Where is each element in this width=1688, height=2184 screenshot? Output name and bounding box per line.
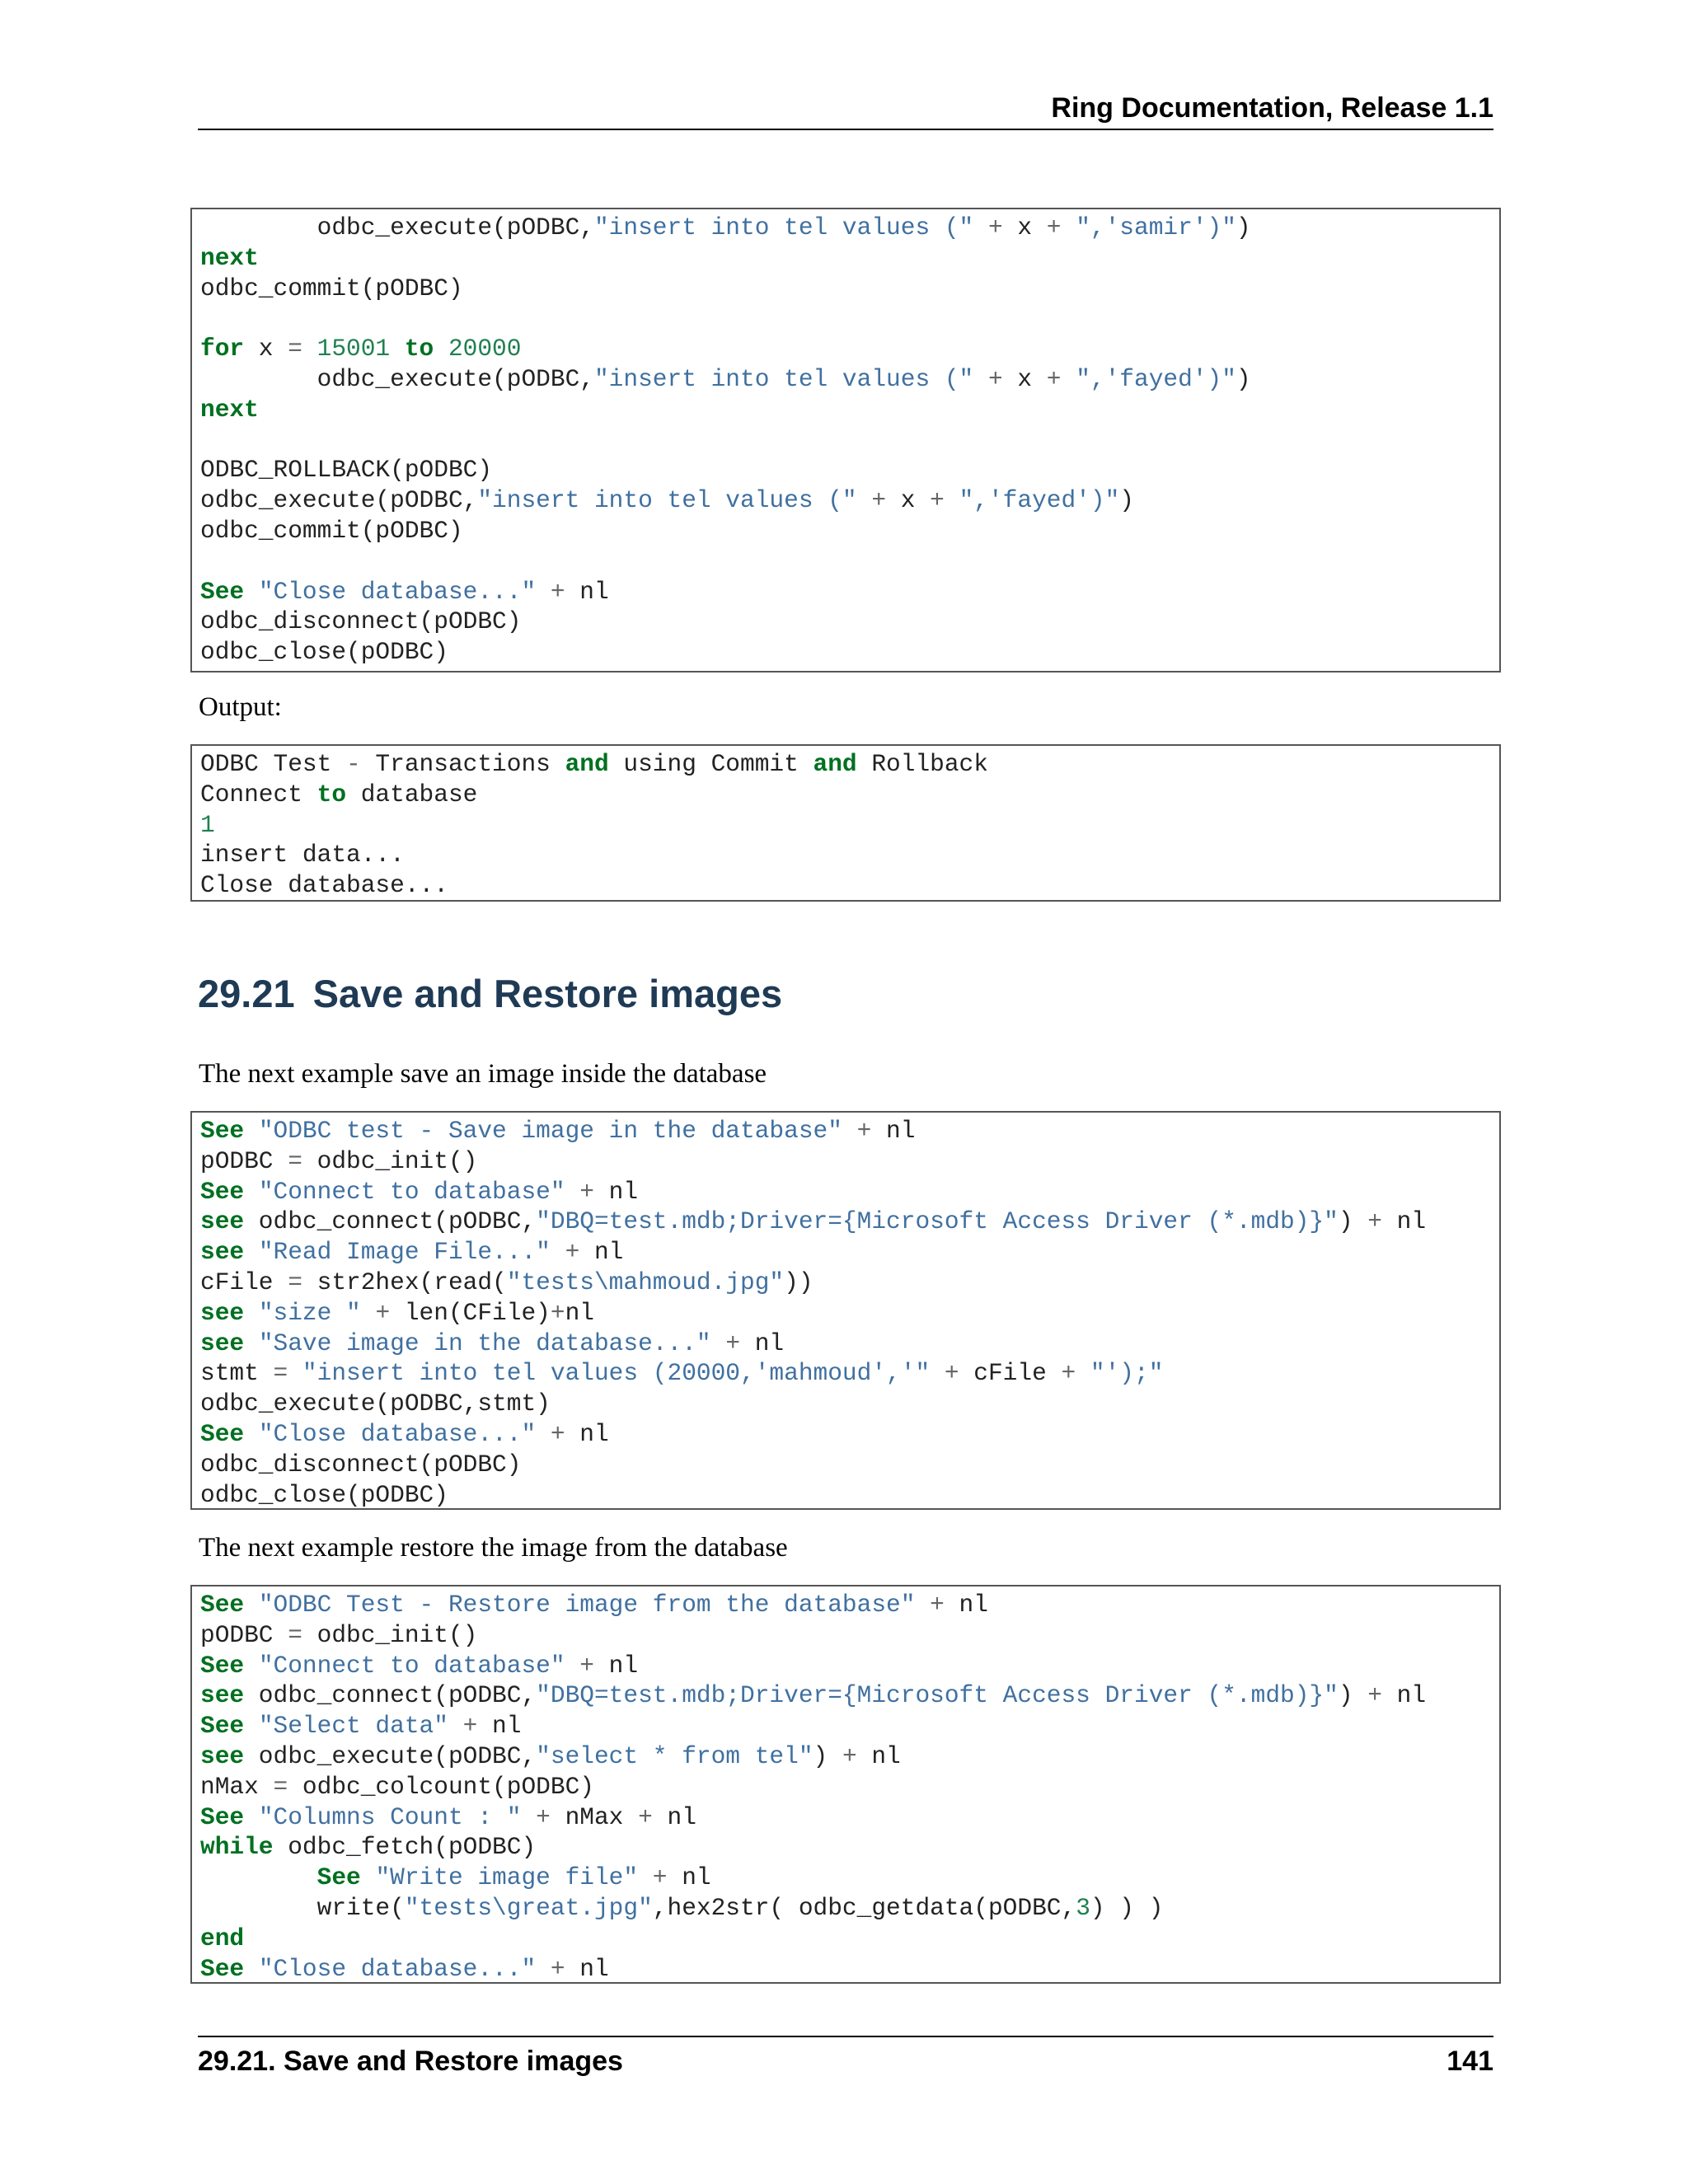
code-line: Close database...: [200, 871, 448, 900]
page-footer: [198, 2036, 1493, 2077]
code-line: see odbc_connect(pODBC,"DBQ=test.mdb;Driver={Microsoft Access Driver (*.mdb)}") + nl: [200, 1681, 1427, 1710]
code-line: [200, 425, 1499, 456]
code-line: end: [200, 1924, 245, 1952]
code-line: odbc_disconnect(pODBC): [200, 607, 522, 636]
code-line: odbc_close(pODBC): [200, 1480, 448, 1509]
footer-section: 29.21. Save and Restore images: [198, 2046, 623, 2077]
paragraph-save-intro: The next example save an image inside the database: [199, 1059, 767, 1089]
code-line: see odbc_execute(pODBC,"select * from tel") + nl: [200, 1741, 901, 1770]
document-title: Ring Documentation, Release 1.1: [1051, 92, 1493, 124]
code-line: next: [200, 395, 259, 424]
code-block-restore-image: [190, 1585, 1501, 1984]
code-line: Connect to database: [200, 780, 478, 808]
code-line: See "ODBC test - Save image in the database" + nl: [200, 1117, 916, 1145]
code-line: See "Connect to database" + nl: [200, 1177, 639, 1206]
code-line: See "Close database..." + nl: [200, 1954, 609, 1983]
code-line: see "Save image in the database..." + nl: [200, 1329, 785, 1357]
code-block-transactions: [190, 208, 1501, 673]
paragraph-restore-intro: The next example restore the image from the database: [199, 1533, 788, 1563]
code-line: odbc_close(pODBC): [200, 638, 448, 667]
code-line: 1: [200, 810, 215, 839]
code-line: cFile = str2hex(read("tests\mahmoud.jpg")): [200, 1268, 814, 1296]
code-line: See "Close database..." + nl: [200, 577, 609, 606]
code-line: odbc_commit(pODBC): [200, 516, 463, 545]
code-line: ODBC Test - Transactions and using Commit and Rollback: [200, 750, 988, 778]
code-line: for x = 15001 to 20000: [200, 335, 522, 363]
code-line: next: [200, 243, 259, 272]
code-line: see "Read Image File..." + nl: [200, 1238, 624, 1267]
code-line: see odbc_connect(pODBC,"DBQ=test.mdb;Driver={Microsoft Access Driver (*.mdb)}") + nl: [200, 1207, 1427, 1236]
code-line: insert data...: [200, 841, 405, 869]
code-line: while odbc_fetch(pODBC): [200, 1833, 537, 1862]
page-header: [198, 89, 1493, 130]
code-line: stmt = "insert into tel values (20000,'mahmoud','" + cFile + "');": [200, 1359, 1164, 1388]
code-line: odbc_commit(pODBC): [200, 274, 463, 302]
code-line: write("tests\great.jpg",hex2str( odbc_getdata(pODBC,3) ) ): [200, 1893, 1164, 1922]
code-line: nMax = odbc_colcount(pODBC): [200, 1772, 594, 1801]
code-line: See "Write image file" + nl: [316, 1863, 711, 1892]
section-number: 29.21: [198, 972, 295, 1015]
code-line: See "ODBC Test - Restore image from the database" + nl: [200, 1591, 988, 1619]
code-line: odbc_execute(pODBC,"insert into tel values (" + x + ",'fayed')"): [200, 364, 1251, 393]
code-line: odbc_execute(pODBC,"insert into tel values (" + x + ",'samir')"): [200, 213, 1251, 241]
section-heading: [198, 971, 782, 1016]
output-label: Output:: [199, 692, 282, 722]
code-line: odbc_execute(pODBC,"insert into tel values (" + x + ",'fayed')"): [200, 486, 1134, 515]
code-line: See "Close database..." + nl: [200, 1419, 609, 1448]
code-line: see "size " + len(CFile)+nl: [200, 1298, 594, 1327]
code-line: See "Select data" + nl: [200, 1712, 522, 1741]
code-line: pODBC = odbc_init(): [200, 1146, 478, 1175]
code-block-save-image: [190, 1111, 1501, 1510]
code-line: See "Columns Count : " + nMax + nl: [200, 1802, 696, 1831]
code-line: pODBC = odbc_init(): [200, 1620, 478, 1649]
page-number: 141: [1447, 2046, 1493, 2077]
section-title-text: Save and Restore images: [312, 972, 783, 1015]
code-block-output: [190, 744, 1501, 902]
code-line: [200, 303, 1499, 334]
code-line: ODBC_ROLLBACK(pODBC): [200, 456, 493, 485]
code-line: [200, 546, 1499, 577]
code-line: See "Connect to database" + nl: [200, 1651, 639, 1680]
code-line: odbc_execute(pODBC,stmt): [200, 1390, 551, 1418]
code-line: odbc_disconnect(pODBC): [200, 1450, 522, 1479]
